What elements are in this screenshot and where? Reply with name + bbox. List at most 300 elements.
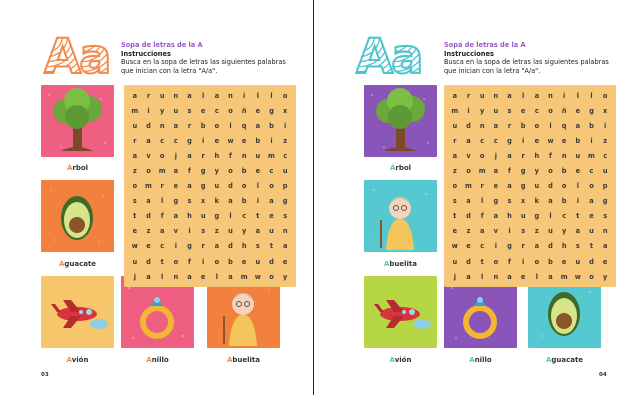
grid-letter[interactable]: j xyxy=(174,151,177,160)
grid-letter[interactable]: i xyxy=(522,257,525,266)
grid-letter[interactable]: l xyxy=(256,182,259,191)
grid-letter[interactable]: d xyxy=(228,182,233,191)
grid-letter[interactable]: q xyxy=(561,121,567,130)
grid-letter[interactable]: t xyxy=(160,257,164,266)
grid-letter[interactable]: o xyxy=(228,167,233,176)
grid-letter[interactable]: d xyxy=(466,121,471,130)
grid-letter[interactable]: b xyxy=(241,167,247,176)
grid-letter[interactable]: s xyxy=(187,106,192,115)
grid-letter[interactable]: l xyxy=(522,91,525,100)
grid-letter[interactable]: t xyxy=(453,212,457,221)
grid-letter[interactable]: e xyxy=(520,272,526,281)
grid-letter[interactable]: n xyxy=(173,272,179,281)
grid-letter[interactable]: r xyxy=(133,136,137,145)
grid-letter[interactable]: e xyxy=(269,212,274,221)
grid-letter[interactable]: c xyxy=(214,106,219,115)
grid-letter[interactable]: m xyxy=(145,182,152,191)
grid-letter[interactable]: u xyxy=(452,121,458,130)
grid-letter[interactable]: g xyxy=(520,167,526,176)
grid-letter[interactable]: w xyxy=(574,272,581,281)
grid-letter[interactable]: d xyxy=(466,212,471,221)
grid-letter[interactable]: u xyxy=(132,121,138,130)
grid-letter[interactable]: w xyxy=(254,272,261,281)
grid-letter[interactable]: i xyxy=(147,106,150,115)
grid-letter[interactable]: o xyxy=(159,151,165,160)
grid-letter[interactable]: p xyxy=(282,182,288,191)
grid-letter[interactable]: g xyxy=(187,242,192,251)
grid-letter[interactable]: r xyxy=(480,182,484,191)
grid-letter[interactable]: u xyxy=(520,212,526,221)
grid-letter[interactable]: a xyxy=(255,227,261,236)
grid-letter[interactable]: i xyxy=(243,91,246,100)
grid-letter[interactable]: m xyxy=(451,106,459,115)
grid-letter[interactable]: h xyxy=(534,151,540,160)
grid-letter[interactable]: a xyxy=(214,242,220,251)
grid-letter[interactable]: o xyxy=(282,91,288,100)
grid-letter[interactable]: e xyxy=(561,257,567,266)
grid-letter[interactable]: b xyxy=(269,121,274,130)
grid-letter[interactable]: a xyxy=(493,167,499,176)
grid-letter[interactable]: g xyxy=(507,136,512,145)
grid-letter[interactable]: c xyxy=(480,136,485,145)
grid-letter[interactable]: u xyxy=(602,167,608,176)
grid-letter[interactable]: c xyxy=(242,212,247,221)
grid-letter[interactable]: m xyxy=(131,106,139,115)
grid-letter[interactable]: a xyxy=(507,151,512,160)
grid-letter[interactable]: u xyxy=(255,151,261,160)
grid-letter[interactable]: ñ xyxy=(561,106,567,115)
grid-letter[interactable]: z xyxy=(452,167,457,176)
grid-letter[interactable]: d xyxy=(548,182,553,191)
grid-letter[interactable]: m xyxy=(465,182,472,191)
grid-letter[interactable]: l xyxy=(161,197,164,206)
grid-letter[interactable]: t xyxy=(269,242,274,251)
grid-letter[interactable]: u xyxy=(575,257,581,266)
grid-letter[interactable]: y xyxy=(242,227,247,236)
grid-letter[interactable]: i xyxy=(256,197,259,206)
grid-letter[interactable]: i xyxy=(188,227,191,236)
grid-letter[interactable]: a xyxy=(269,197,274,206)
grid-letter[interactable]: b xyxy=(200,121,206,130)
grid-letter[interactable]: a xyxy=(548,197,553,206)
grid-letter[interactable]: g xyxy=(493,197,499,206)
grid-letter[interactable]: a xyxy=(548,272,553,281)
grid-letter[interactable]: a xyxy=(159,227,165,236)
grid-letter[interactable]: b xyxy=(520,121,526,130)
grid-letter[interactable]: m xyxy=(268,151,275,160)
grid-letter[interactable]: y xyxy=(603,272,608,281)
grid-letter[interactable]: l xyxy=(481,197,484,206)
grid-letter[interactable]: o xyxy=(479,151,485,160)
grid-letter[interactable]: a xyxy=(466,136,471,145)
grid-letter[interactable]: b xyxy=(589,121,594,130)
grid-letter[interactable]: s xyxy=(521,227,526,236)
grid-letter[interactable]: n xyxy=(602,227,608,236)
grid-letter[interactable]: x xyxy=(283,106,288,115)
grid-letter[interactable]: i xyxy=(467,106,470,115)
grid-letter[interactable]: o xyxy=(466,167,471,176)
grid-letter[interactable]: b xyxy=(241,197,247,206)
grid-letter[interactable]: e xyxy=(561,136,567,145)
grid-letter[interactable]: o xyxy=(146,167,151,176)
grid-letter[interactable]: y xyxy=(214,167,219,176)
grid-letter[interactable]: m xyxy=(240,272,248,281)
grid-letter[interactable]: s xyxy=(255,242,260,251)
grid-letter[interactable]: b xyxy=(548,257,553,266)
grid-letter[interactable]: f xyxy=(480,212,484,221)
grid-letter[interactable]: r xyxy=(201,151,205,160)
grid-letter[interactable]: r xyxy=(453,136,457,145)
grid-letter[interactable]: d xyxy=(146,257,151,266)
grid-letter[interactable]: t xyxy=(256,212,260,221)
grid-letter[interactable]: s xyxy=(507,197,512,206)
grid-letter[interactable]: j xyxy=(453,272,456,281)
grid-letter[interactable]: a xyxy=(507,182,512,191)
grid-letter[interactable]: x xyxy=(603,106,608,115)
grid-letter[interactable]: l xyxy=(576,182,579,191)
grid-letter[interactable]: a xyxy=(507,91,512,100)
grid-letter[interactable]: g xyxy=(589,106,594,115)
grid-letter[interactable]: l xyxy=(229,121,232,130)
grid-letter[interactable]: w xyxy=(227,136,234,145)
grid-letter[interactable]: g xyxy=(282,197,288,206)
grid-letter[interactable]: g xyxy=(602,197,608,206)
grid-letter[interactable]: o xyxy=(561,182,567,191)
grid-letter[interactable]: ñ xyxy=(241,106,247,115)
grid-letter[interactable]: i xyxy=(604,121,607,130)
grid-letter[interactable]: a xyxy=(282,242,288,251)
grid-letter[interactable]: y xyxy=(283,272,288,281)
grid-letter[interactable]: a xyxy=(146,136,151,145)
grid-letter[interactable]: l xyxy=(549,121,552,130)
grid-letter[interactable]: r xyxy=(507,121,512,130)
grid-letter[interactable]: v xyxy=(466,151,471,160)
grid-letter[interactable]: r xyxy=(466,91,471,100)
grid-letter[interactable]: l xyxy=(202,91,205,100)
grid-letter[interactable]: u xyxy=(214,182,220,191)
grid-letter[interactable]: f xyxy=(549,151,552,160)
grid-letter[interactable]: e xyxy=(575,106,581,115)
grid-letter[interactable]: l xyxy=(161,272,164,281)
grid-letter[interactable]: a xyxy=(132,151,138,160)
grid-letter[interactable]: y xyxy=(160,106,165,115)
grid-letter[interactable]: z xyxy=(132,167,137,176)
grid-letter[interactable]: e xyxy=(452,227,458,236)
grid-letter[interactable]: a xyxy=(534,242,540,251)
grid-letter[interactable]: i xyxy=(590,136,593,145)
grid-letter[interactable]: l xyxy=(549,212,552,221)
grid-letter[interactable]: b xyxy=(561,167,567,176)
grid-letter[interactable]: a xyxy=(187,151,192,160)
grid-letter[interactable]: o xyxy=(241,182,247,191)
grid-letter[interactable]: k xyxy=(534,197,540,206)
grid-letter[interactable]: x xyxy=(201,197,206,206)
grid-letter[interactable]: g xyxy=(269,106,274,115)
grid-letter[interactable]: o xyxy=(269,182,274,191)
grid-letter[interactable]: e xyxy=(255,106,261,115)
grid-letter[interactable]: i xyxy=(508,227,511,236)
grid-letter[interactable]: r xyxy=(521,242,525,251)
grid-letter[interactable]: f xyxy=(508,167,511,176)
grid-letter[interactable]: l xyxy=(215,272,218,281)
grid-letter[interactable]: o xyxy=(214,257,220,266)
grid-letter[interactable]: c xyxy=(534,106,539,115)
grid-letter[interactable]: n xyxy=(493,91,499,100)
grid-letter[interactable]: e xyxy=(173,182,179,191)
grid-letter[interactable]: c xyxy=(160,136,165,145)
grid-letter[interactable]: h xyxy=(507,212,512,221)
grid-letter[interactable]: a xyxy=(228,197,233,206)
grid-letter[interactable]: g xyxy=(534,212,540,221)
grid-letter[interactable]: u xyxy=(200,212,206,221)
grid-letter[interactable]: o xyxy=(548,167,553,176)
grid-letter[interactable]: g xyxy=(214,212,220,221)
grid-letter[interactable]: i xyxy=(284,121,287,130)
grid-letter[interactable]: e xyxy=(200,106,206,115)
grid-letter[interactable]: r xyxy=(187,121,192,130)
grid-letter[interactable]: a xyxy=(479,227,485,236)
grid-letter[interactable]: m xyxy=(588,151,595,160)
grid-letter[interactable]: e xyxy=(589,212,594,221)
grid-letter[interactable]: e xyxy=(241,136,247,145)
grid-letter[interactable]: w xyxy=(131,242,138,251)
grid-letter[interactable]: l xyxy=(535,272,538,281)
grid-letter[interactable]: n xyxy=(493,272,499,281)
grid-letter[interactable]: g xyxy=(520,182,526,191)
grid-letter[interactable]: y xyxy=(480,106,485,115)
grid-letter[interactable]: u xyxy=(255,257,261,266)
grid-letter[interactable]: a xyxy=(589,197,594,206)
grid-letter[interactable]: s xyxy=(507,106,512,115)
grid-letter[interactable]: o xyxy=(132,182,138,191)
grid-letter[interactable]: r xyxy=(146,91,151,100)
grid-letter[interactable]: t xyxy=(133,212,137,221)
grid-letter[interactable]: z xyxy=(603,136,608,145)
grid-letter[interactable]: e xyxy=(200,272,206,281)
grid-letter[interactable]: j xyxy=(494,151,497,160)
grid-letter[interactable]: o xyxy=(493,257,499,266)
grid-letter[interactable]: d xyxy=(228,242,233,251)
grid-letter[interactable]: r xyxy=(160,182,164,191)
grid-letter[interactable]: z xyxy=(466,227,471,236)
grid-letter[interactable]: e xyxy=(520,106,526,115)
grid-letter[interactable]: e xyxy=(132,227,138,236)
grid-letter[interactable]: s xyxy=(283,212,288,221)
grid-letter[interactable]: d xyxy=(589,257,594,266)
grid-letter[interactable]: l xyxy=(256,91,259,100)
grid-letter[interactable]: i xyxy=(576,197,579,206)
grid-letter[interactable]: n xyxy=(241,151,247,160)
grid-letter[interactable]: w xyxy=(547,136,554,145)
grid-letter[interactable]: o xyxy=(228,106,233,115)
grid-letter[interactable]: s xyxy=(201,227,206,236)
grid-letter[interactable]: i xyxy=(174,242,177,251)
grid-letter[interactable]: r xyxy=(521,151,525,160)
grid-letter[interactable]: a xyxy=(187,272,192,281)
grid-letter[interactable]: y xyxy=(534,167,539,176)
grid-letter[interactable]: f xyxy=(160,212,164,221)
grid-letter[interactable]: u xyxy=(493,106,499,115)
grid-letter[interactable]: e xyxy=(493,182,499,191)
grid-letter[interactable]: z xyxy=(146,227,151,236)
grid-letter[interactable]: w xyxy=(451,242,458,251)
grid-letter[interactable]: u xyxy=(548,227,553,236)
grid-letter[interactable]: b xyxy=(255,136,261,145)
grid-letter[interactable]: e xyxy=(575,167,581,176)
grid-letter[interactable]: c xyxy=(173,136,178,145)
grid-letter[interactable]: t xyxy=(576,212,580,221)
grid-letter[interactable]: u xyxy=(173,106,179,115)
grid-letter[interactable]: a xyxy=(466,197,471,206)
grid-letter[interactable]: m xyxy=(158,167,166,176)
grid-letter[interactable]: i xyxy=(270,136,273,145)
grid-letter[interactable]: u xyxy=(282,167,288,176)
grid-letter[interactable]: z xyxy=(534,227,539,236)
grid-letter[interactable]: a xyxy=(534,91,540,100)
grid-letter[interactable]: b xyxy=(575,136,581,145)
grid-letter[interactable]: e xyxy=(146,242,151,251)
grid-letter[interactable]: c xyxy=(589,167,594,176)
grid-letter[interactable]: r xyxy=(201,242,205,251)
grid-letter[interactable]: u xyxy=(132,257,138,266)
grid-letter[interactable]: d xyxy=(466,257,471,266)
grid-letter[interactable]: n xyxy=(159,121,165,130)
grid-letter[interactable]: a xyxy=(575,121,581,130)
grid-letter[interactable]: a xyxy=(452,151,458,160)
grid-letter[interactable]: h xyxy=(187,212,192,221)
grid-letter[interactable]: d xyxy=(269,257,274,266)
grid-letter[interactable]: l xyxy=(229,212,232,221)
grid-letter[interactable]: v xyxy=(493,227,498,236)
grid-letter[interactable]: u xyxy=(159,91,165,100)
grid-letter[interactable]: s xyxy=(187,197,192,206)
grid-letter[interactable]: f xyxy=(508,257,511,266)
grid-letter[interactable]: c xyxy=(603,151,608,160)
grid-letter[interactable]: u xyxy=(534,182,540,191)
grid-letter[interactable]: k xyxy=(214,197,220,206)
grid-letter[interactable]: a xyxy=(493,121,499,130)
grid-letter[interactable]: j xyxy=(133,272,136,281)
grid-letter[interactable]: l xyxy=(576,91,579,100)
grid-letter[interactable]: e xyxy=(282,257,288,266)
grid-letter[interactable]: z xyxy=(283,136,288,145)
grid-letter[interactable]: o xyxy=(589,182,594,191)
grid-letter[interactable]: s xyxy=(603,212,608,221)
grid-letter[interactable]: h xyxy=(241,242,247,251)
grid-letter[interactable]: m xyxy=(560,272,568,281)
grid-letter[interactable]: y xyxy=(562,227,567,236)
grid-letter[interactable]: o xyxy=(534,121,540,130)
grid-letter[interactable]: d xyxy=(146,212,151,221)
grid-letter[interactable]: u xyxy=(269,227,274,236)
grid-letter[interactable]: o xyxy=(548,106,553,115)
grid-letter[interactable]: c xyxy=(283,151,288,160)
grid-letter[interactable]: o xyxy=(589,272,594,281)
grid-letter[interactable]: c xyxy=(493,136,498,145)
grid-letter[interactable]: e xyxy=(255,167,261,176)
grid-letter[interactable]: g xyxy=(173,197,179,206)
grid-letter[interactable]: f xyxy=(188,167,191,176)
grid-letter[interactable]: v xyxy=(173,227,178,236)
grid-letter[interactable]: a xyxy=(173,167,179,176)
grid-letter[interactable]: l xyxy=(481,272,484,281)
grid-letter[interactable]: i xyxy=(202,257,205,266)
grid-letter[interactable]: u xyxy=(575,151,581,160)
grid-letter[interactable]: a xyxy=(146,272,151,281)
grid-letter[interactable]: a xyxy=(187,182,192,191)
grid-letter[interactable]: i xyxy=(494,242,497,251)
grid-letter[interactable]: e xyxy=(602,257,608,266)
grid-letter[interactable]: a xyxy=(255,121,261,130)
grid-letter[interactable]: n xyxy=(561,151,567,160)
grid-letter[interactable]: g xyxy=(187,136,192,145)
grid-letter[interactable]: n xyxy=(228,91,233,100)
grid-letter[interactable]: g xyxy=(200,182,206,191)
grid-letter[interactable]: l xyxy=(590,91,593,100)
grid-letter[interactable]: h xyxy=(561,242,567,251)
grid-letter[interactable]: e xyxy=(534,136,540,145)
grid-letter[interactable]: o xyxy=(269,272,274,281)
grid-letter[interactable]: u xyxy=(228,227,233,236)
grid-letter[interactable]: n xyxy=(282,227,288,236)
grid-letter[interactable]: o xyxy=(452,182,458,191)
grid-letter[interactable]: a xyxy=(214,91,220,100)
grid-letter[interactable]: u xyxy=(589,227,594,236)
grid-letter[interactable]: t xyxy=(480,257,484,266)
grid-letter[interactable]: e xyxy=(466,242,471,251)
grid-letter[interactable]: a xyxy=(228,272,233,281)
grid-letter[interactable]: b xyxy=(561,197,567,206)
grid-letter[interactable]: a xyxy=(507,272,512,281)
grid-letter[interactable]: a xyxy=(132,91,138,100)
grid-letter[interactable]: o xyxy=(602,91,608,100)
grid-letter[interactable]: a xyxy=(575,227,581,236)
grid-letter[interactable]: m xyxy=(478,167,486,176)
grid-letter[interactable]: o xyxy=(173,257,179,266)
grid-letter[interactable]: f xyxy=(229,151,232,160)
grid-letter[interactable]: f xyxy=(188,257,191,266)
grid-letter[interactable]: a xyxy=(173,212,179,221)
grid-letter[interactable]: e xyxy=(241,257,247,266)
grid-letter[interactable]: a xyxy=(602,242,608,251)
grid-letter[interactable]: u xyxy=(452,257,458,266)
grid-letter[interactable]: o xyxy=(214,121,220,130)
grid-letter[interactable]: l xyxy=(270,91,273,100)
grid-letter[interactable]: o xyxy=(534,257,540,266)
grid-letter[interactable]: n xyxy=(548,91,553,100)
grid-letter[interactable]: a xyxy=(493,212,499,221)
grid-letter[interactable]: n xyxy=(173,91,179,100)
grid-letter[interactable]: q xyxy=(241,121,247,130)
grid-letter[interactable]: i xyxy=(522,136,525,145)
grid-letter[interactable]: h xyxy=(214,151,220,160)
grid-letter[interactable]: a xyxy=(452,91,458,100)
grid-letter[interactable]: g xyxy=(200,167,206,176)
grid-letter[interactable]: c xyxy=(269,167,274,176)
grid-letter[interactable]: e xyxy=(214,136,220,145)
grid-letter[interactable]: x xyxy=(521,197,526,206)
grid-letter[interactable]: s xyxy=(132,197,137,206)
grid-letter[interactable]: p xyxy=(602,182,608,191)
grid-letter[interactable]: b xyxy=(228,257,233,266)
grid-letter[interactable]: d xyxy=(548,242,553,251)
grid-letter[interactable]: c xyxy=(480,242,485,251)
grid-letter[interactable]: v xyxy=(146,151,151,160)
grid-letter[interactable]: a xyxy=(173,121,179,130)
grid-letter[interactable]: i xyxy=(563,91,566,100)
grid-letter[interactable]: g xyxy=(507,242,512,251)
grid-letter[interactable]: s xyxy=(452,197,457,206)
